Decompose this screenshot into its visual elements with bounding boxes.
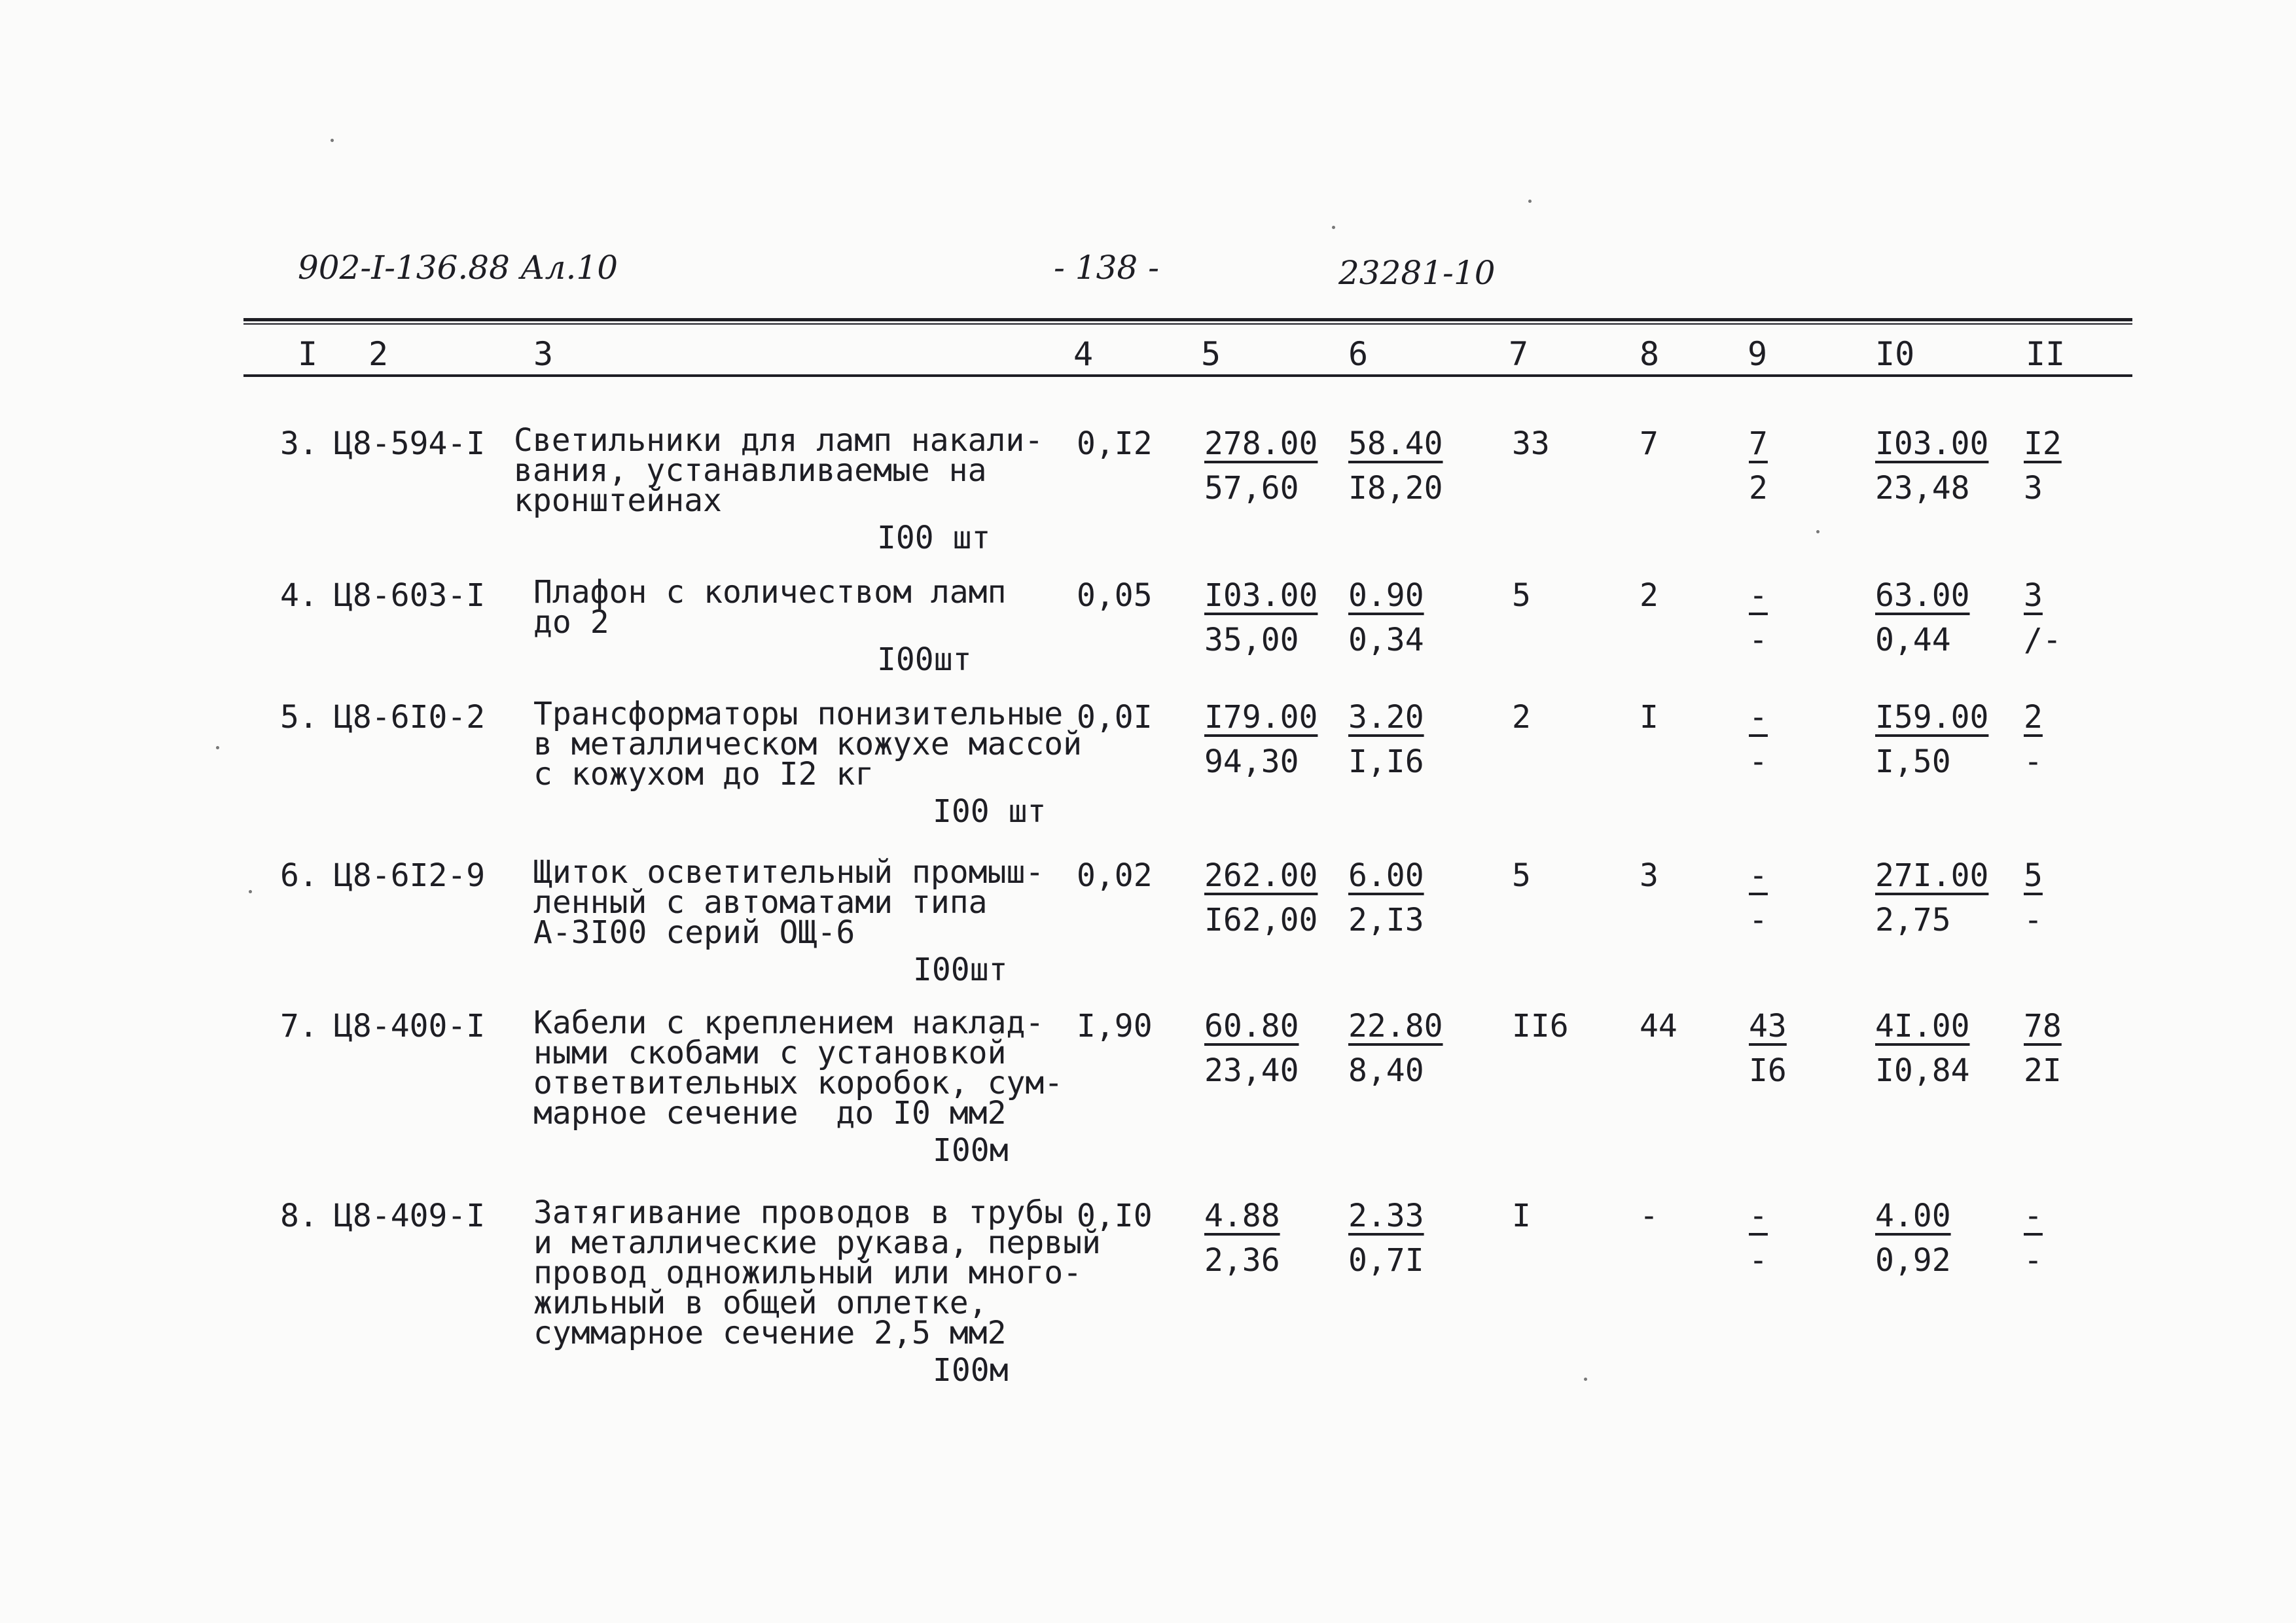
column-8-value: 2 — [1640, 577, 1659, 614]
unit-cost-total: 278.00 — [1204, 425, 1318, 462]
column-8-value: 44 — [1640, 1008, 1677, 1044]
page-number: - 138 - — [1054, 249, 1160, 287]
total-cost: 2.33 — [1348, 1198, 1424, 1234]
quantity: 0,I2 — [1077, 425, 1153, 462]
column-9-bottom: - — [1749, 743, 1768, 780]
row-number: 5. — [280, 699, 318, 736]
total-wages: I8,20 — [1348, 470, 1443, 507]
work-description-line: Кабели с креплением наклад- — [533, 1005, 1045, 1041]
column-7-value: 5 — [1512, 857, 1531, 894]
unit-cost-total: I79.00 — [1204, 699, 1318, 736]
column-8-value: 7 — [1640, 425, 1659, 462]
table-top-rule — [243, 318, 2132, 321]
work-description-line: суммарное сечение 2,5 мм2 — [533, 1315, 1007, 1351]
column-9-bottom: I6 — [1749, 1052, 1787, 1089]
column-10-bottom: I,50 — [1875, 743, 1951, 780]
row-number: 6. — [280, 857, 318, 894]
column-7-value: 5 — [1512, 577, 1531, 614]
work-description-line: А-3I00 серий ОЩ-6 — [533, 914, 855, 951]
total-wages: 0,34 — [1348, 622, 1424, 658]
unit-cost-wages: 23,40 — [1204, 1052, 1299, 1089]
quantity: 0,0I — [1077, 699, 1153, 736]
rate-code: Ц8-400-I — [334, 1008, 486, 1044]
column-7-value: I — [1512, 1198, 1531, 1234]
column-9-top: - — [1749, 699, 1768, 736]
column-header-4: 4 — [1073, 335, 1094, 373]
column-9-bottom: - — [1749, 902, 1768, 938]
column-7-value: 2 — [1512, 699, 1531, 736]
measure-unit: I00шт — [913, 952, 1008, 988]
work-description-line: в металлическом кожухе массой — [533, 726, 1083, 762]
work-description-line: жильный в общей оплетке, — [533, 1285, 988, 1321]
column-header-7: 7 — [1509, 335, 1529, 373]
column-10-top: 4.00 — [1875, 1198, 1951, 1234]
scan-speck — [331, 139, 334, 142]
unit-cost-wages: 35,00 — [1204, 622, 1299, 658]
total-cost: 0.90 — [1348, 577, 1424, 614]
column-header-6: 6 — [1348, 335, 1369, 373]
work-description-line: ответвительных коробок, сум- — [533, 1065, 1064, 1101]
table-header-bottom-rule — [243, 374, 2132, 377]
column-9-top: 7 — [1749, 425, 1768, 462]
work-description-line: Трансформаторы понизительные — [533, 696, 1064, 732]
column-10-bottom: I0,84 — [1875, 1052, 1970, 1089]
row-number: 4. — [280, 577, 318, 614]
column-11-top: 3 — [2024, 577, 2043, 614]
total-wages: 2,I3 — [1348, 902, 1424, 938]
row-number: 3. — [280, 425, 318, 462]
column-9-bottom: - — [1749, 622, 1768, 658]
rate-code: Ц8-6I2-9 — [334, 857, 486, 894]
quantity: 0,I0 — [1077, 1198, 1153, 1234]
document-code: 902-I-136.88 Ал.10 — [298, 249, 619, 287]
column-header-2: 2 — [368, 335, 389, 373]
unit-cost-wages: 57,60 — [1204, 470, 1299, 507]
work-description-line: до 2 — [533, 604, 609, 641]
quantity: I,90 — [1077, 1008, 1153, 1044]
row-number: 8. — [280, 1198, 318, 1234]
column-10-bottom: 0,92 — [1875, 1242, 1951, 1279]
column-header-9: 9 — [1748, 335, 1768, 373]
column-11-bottom: - — [2024, 1242, 2043, 1279]
column-10-top: I03.00 — [1875, 425, 1989, 462]
table-top-rule-thin — [243, 323, 2132, 325]
inventory-number: 23281-10 — [1338, 254, 1496, 292]
column-header-3: 3 — [533, 335, 554, 373]
unit-cost-total: 262.00 — [1204, 857, 1318, 894]
column-10-bottom: 2,75 — [1875, 902, 1951, 938]
measure-unit: I00м — [933, 1132, 1009, 1169]
work-description-line: Плафон с количеством ламп — [533, 574, 1007, 611]
work-description-line: провод одножильный или много- — [533, 1255, 1083, 1291]
unit-cost-wages: 94,30 — [1204, 743, 1299, 780]
measure-unit: I00 шт — [877, 520, 991, 556]
column-9-top: 43 — [1749, 1008, 1787, 1044]
total-cost: 58.40 — [1348, 425, 1443, 462]
column-10-top: 63.00 — [1875, 577, 1970, 614]
column-11-top: 78 — [2024, 1008, 2062, 1044]
total-wages: 8,40 — [1348, 1052, 1424, 1089]
work-description-line: ленный с автоматами типа — [533, 884, 988, 921]
column-11-top: I2 — [2024, 425, 2062, 462]
column-8-value: 3 — [1640, 857, 1659, 894]
total-cost: 6.00 — [1348, 857, 1424, 894]
column-header-1: I — [298, 335, 318, 373]
rate-code: Ц8-603-I — [334, 577, 486, 614]
work-description-line: вания, устанавливаемые на — [514, 452, 987, 489]
column-7-value: II6 — [1512, 1008, 1569, 1044]
quantity: 0,02 — [1077, 857, 1153, 894]
column-11-bottom: 2I — [2024, 1052, 2062, 1089]
scan-speck — [1816, 530, 1820, 533]
measure-unit: I00шт — [877, 641, 972, 678]
column-9-bottom: 2 — [1749, 470, 1768, 507]
column-11-top: - — [2024, 1198, 2043, 1234]
scan-speck — [1332, 226, 1335, 229]
column-11-bottom: - — [2024, 902, 2043, 938]
rate-code: Ц8-409-I — [334, 1198, 486, 1234]
unit-cost-total: I03.00 — [1204, 577, 1318, 614]
column-11-top: 2 — [2024, 699, 2043, 736]
work-description-line: марное сечение до I0 мм2 — [533, 1095, 1007, 1132]
total-wages: I,I6 — [1348, 743, 1424, 780]
work-description-line: Светильники для ламп накали- — [514, 422, 1044, 459]
total-cost: 3.20 — [1348, 699, 1424, 736]
scan-speck — [1528, 200, 1532, 203]
unit-cost-wages: I62,00 — [1204, 902, 1318, 938]
rate-code: Ц8-6I0-2 — [334, 699, 486, 736]
measure-unit: I00м — [933, 1352, 1009, 1389]
measure-unit: I00 шт — [933, 793, 1047, 830]
column-header-5: 5 — [1201, 335, 1221, 373]
column-8-value: - — [1640, 1198, 1659, 1234]
unit-cost-wages: 2,36 — [1204, 1242, 1280, 1279]
column-7-value: 33 — [1512, 425, 1550, 462]
total-wages: 0,7I — [1348, 1242, 1424, 1279]
column-10-top: 4I.00 — [1875, 1008, 1970, 1044]
column-11-bottom: /- — [2024, 622, 2062, 658]
column-11-bottom: - — [2024, 743, 2043, 780]
column-10-top: I59.00 — [1875, 699, 1989, 736]
total-cost: 22.80 — [1348, 1008, 1443, 1044]
column-header-11: II — [2026, 335, 2066, 373]
column-header-10: I0 — [1875, 335, 1915, 373]
column-8-value: I — [1640, 699, 1659, 736]
column-9-top: - — [1749, 857, 1768, 894]
unit-cost-total: 4.88 — [1204, 1198, 1280, 1234]
column-11-top: 5 — [2024, 857, 2043, 894]
column-11-bottom: 3 — [2024, 470, 2043, 507]
scan-speck — [1584, 1378, 1587, 1381]
unit-cost-total: 60.80 — [1204, 1008, 1299, 1044]
column-10-top: 27I.00 — [1875, 857, 1989, 894]
scan-speck — [216, 746, 219, 749]
row-number: 7. — [280, 1008, 318, 1044]
column-header-8: 8 — [1640, 335, 1660, 373]
work-description-line: и металлические рукава, первый — [533, 1224, 1101, 1261]
column-10-bottom: 0,44 — [1875, 622, 1951, 658]
column-9-top: - — [1749, 577, 1768, 614]
scan-speck — [249, 890, 252, 893]
column-9-bottom: - — [1749, 1242, 1768, 1279]
work-description-line: ными скобами с установкой — [533, 1035, 1007, 1071]
column-9-top: - — [1749, 1198, 1768, 1234]
work-description-line: с кожухом до I2 кг — [533, 756, 874, 793]
quantity: 0,05 — [1077, 577, 1153, 614]
rate-code: Ц8-594-I — [334, 425, 486, 462]
column-10-bottom: 23,48 — [1875, 470, 1970, 507]
work-description-line: Щиток осветительный промыш- — [533, 854, 1045, 891]
work-description-line: кронштейнах — [514, 482, 722, 519]
work-description-line: Затягивание проводов в трубы — [533, 1194, 1064, 1231]
